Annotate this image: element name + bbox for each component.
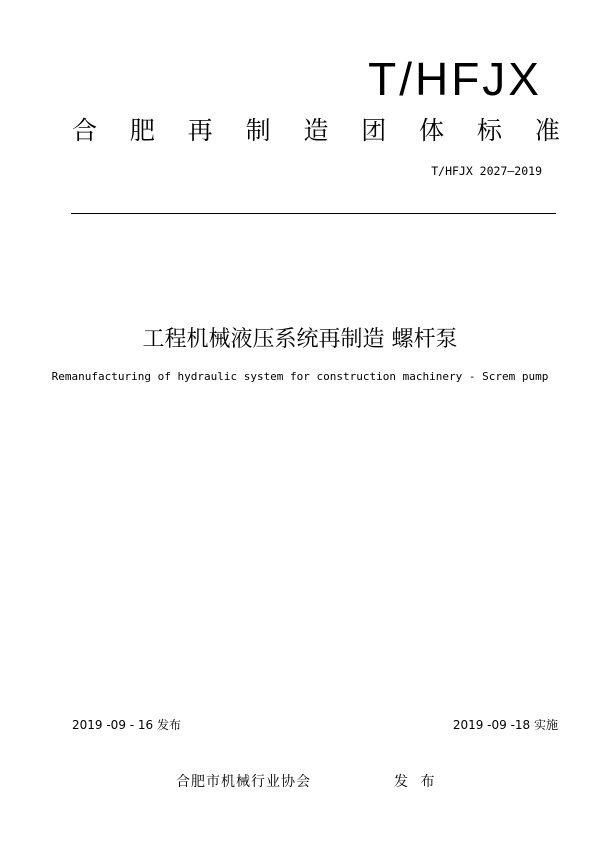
standard-type-char: 合: [72, 116, 98, 145]
standard-type-char: 制: [245, 116, 271, 145]
standard-type-title: [72, 115, 560, 147]
document-title-english: Remanufacturing of hydraulic system for construction machinery - Screm pump: [51, 370, 549, 383]
publish-label: 发 布: [394, 774, 439, 790]
standard-code: T/HFJX: [368, 53, 542, 105]
standard-number: T/HFJX 2027—2019: [431, 164, 542, 178]
header-divider: [71, 213, 556, 214]
standard-type-char: 准: [534, 116, 560, 145]
standard-type-char: 肥: [129, 116, 155, 145]
issue-date: 2019 -09 - 16 发布: [72, 718, 181, 732]
document-title-chinese: 工程机械液压系统再制造 螺杆泵: [142, 327, 458, 352]
standard-type-char: 团: [361, 116, 387, 145]
publisher-name: 合肥市机械行业协会: [176, 774, 311, 790]
standard-type-char: 体: [419, 116, 445, 145]
standard-type-char: 标: [477, 116, 503, 145]
implementation-date: 2019 -09 -18 实施: [452, 718, 558, 732]
standard-type-char: 造: [303, 116, 329, 145]
standard-type-char: 再: [187, 116, 213, 145]
